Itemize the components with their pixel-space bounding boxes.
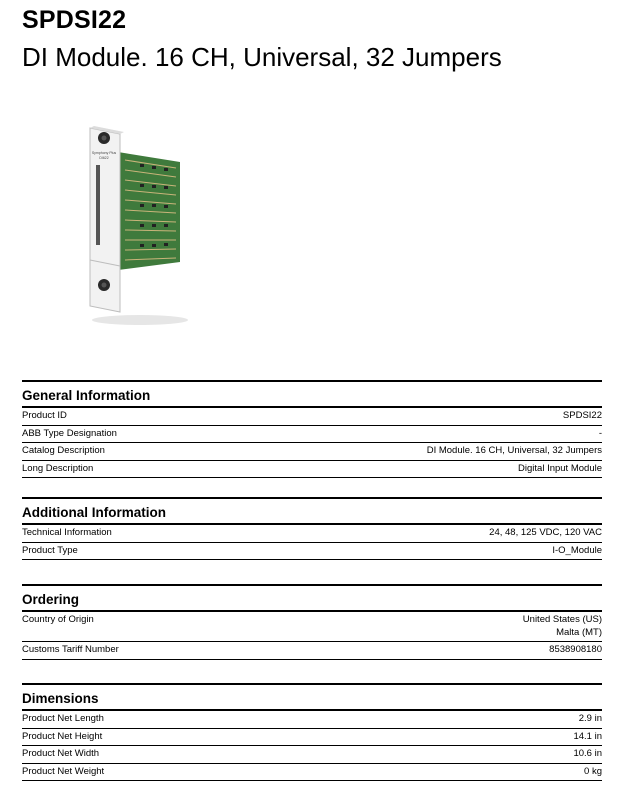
section-title: General Information bbox=[22, 382, 602, 408]
row-label: Product Net Weight bbox=[22, 765, 105, 777]
row-label: Product Net Length bbox=[22, 713, 104, 724]
section-title: Ordering bbox=[22, 586, 602, 612]
row-value: 0 kg bbox=[584, 765, 602, 777]
row-value: 24, 48, 125 VDC, 120 VAC bbox=[489, 527, 602, 538]
table-row bbox=[22, 764, 602, 782]
row-label: Product ID bbox=[22, 410, 67, 421]
section-title: Additional Information bbox=[22, 499, 602, 525]
section-title: Dimensions bbox=[22, 685, 602, 711]
row-label: Long Description bbox=[22, 462, 94, 474]
table-row bbox=[22, 746, 602, 764]
product-subtitle: DI Module. 16 CH, Universal, 32 Jumpers bbox=[22, 42, 502, 72]
row-value: 10.6 in bbox=[573, 748, 602, 759]
row-value: I-O_Module bbox=[552, 544, 602, 556]
row-label: Product Net Height bbox=[22, 730, 103, 742]
table-row bbox=[22, 461, 602, 479]
row-value: 8538908180 bbox=[549, 644, 602, 655]
dimensions-section bbox=[22, 683, 602, 781]
row-value: 2.9 in bbox=[578, 713, 602, 724]
table-row bbox=[22, 711, 602, 729]
product-code-heading: SPDSI22 bbox=[22, 6, 127, 34]
table-row bbox=[22, 525, 602, 543]
product-image bbox=[80, 120, 190, 330]
row-label: Product Net Width bbox=[22, 748, 100, 759]
table-row bbox=[22, 543, 602, 561]
row-label: Country of Origin bbox=[22, 614, 94, 625]
row-value: DI Module. 16 CH, Universal, 32 Jumpers bbox=[426, 445, 602, 456]
additional-information-section bbox=[22, 497, 602, 560]
panel-label-2: DI622 bbox=[99, 156, 109, 160]
row-label: Technical Information bbox=[22, 527, 112, 538]
row-label: ABB Type Designation bbox=[22, 427, 117, 439]
panel-label-1: Symphony Plus bbox=[91, 151, 117, 155]
row-label: Catalog Description bbox=[22, 445, 105, 456]
table-row bbox=[22, 408, 602, 426]
row-value: 14.1 in bbox=[573, 730, 602, 742]
table-row bbox=[22, 642, 602, 660]
row-value: Digital Input Module bbox=[518, 462, 602, 474]
table-row bbox=[22, 612, 602, 642]
row-value: - bbox=[598, 427, 602, 439]
row-label: Product Type bbox=[22, 544, 78, 556]
general-information-section bbox=[22, 380, 602, 478]
table-row bbox=[22, 443, 602, 461]
ordering-section bbox=[22, 584, 602, 660]
row-value: United States (US) Malta (MT) bbox=[522, 614, 602, 638]
table-row bbox=[22, 729, 602, 747]
table-row bbox=[22, 426, 602, 444]
row-value: SPDSI22 bbox=[562, 410, 602, 421]
row-label: Customs Tariff Number bbox=[22, 644, 119, 655]
